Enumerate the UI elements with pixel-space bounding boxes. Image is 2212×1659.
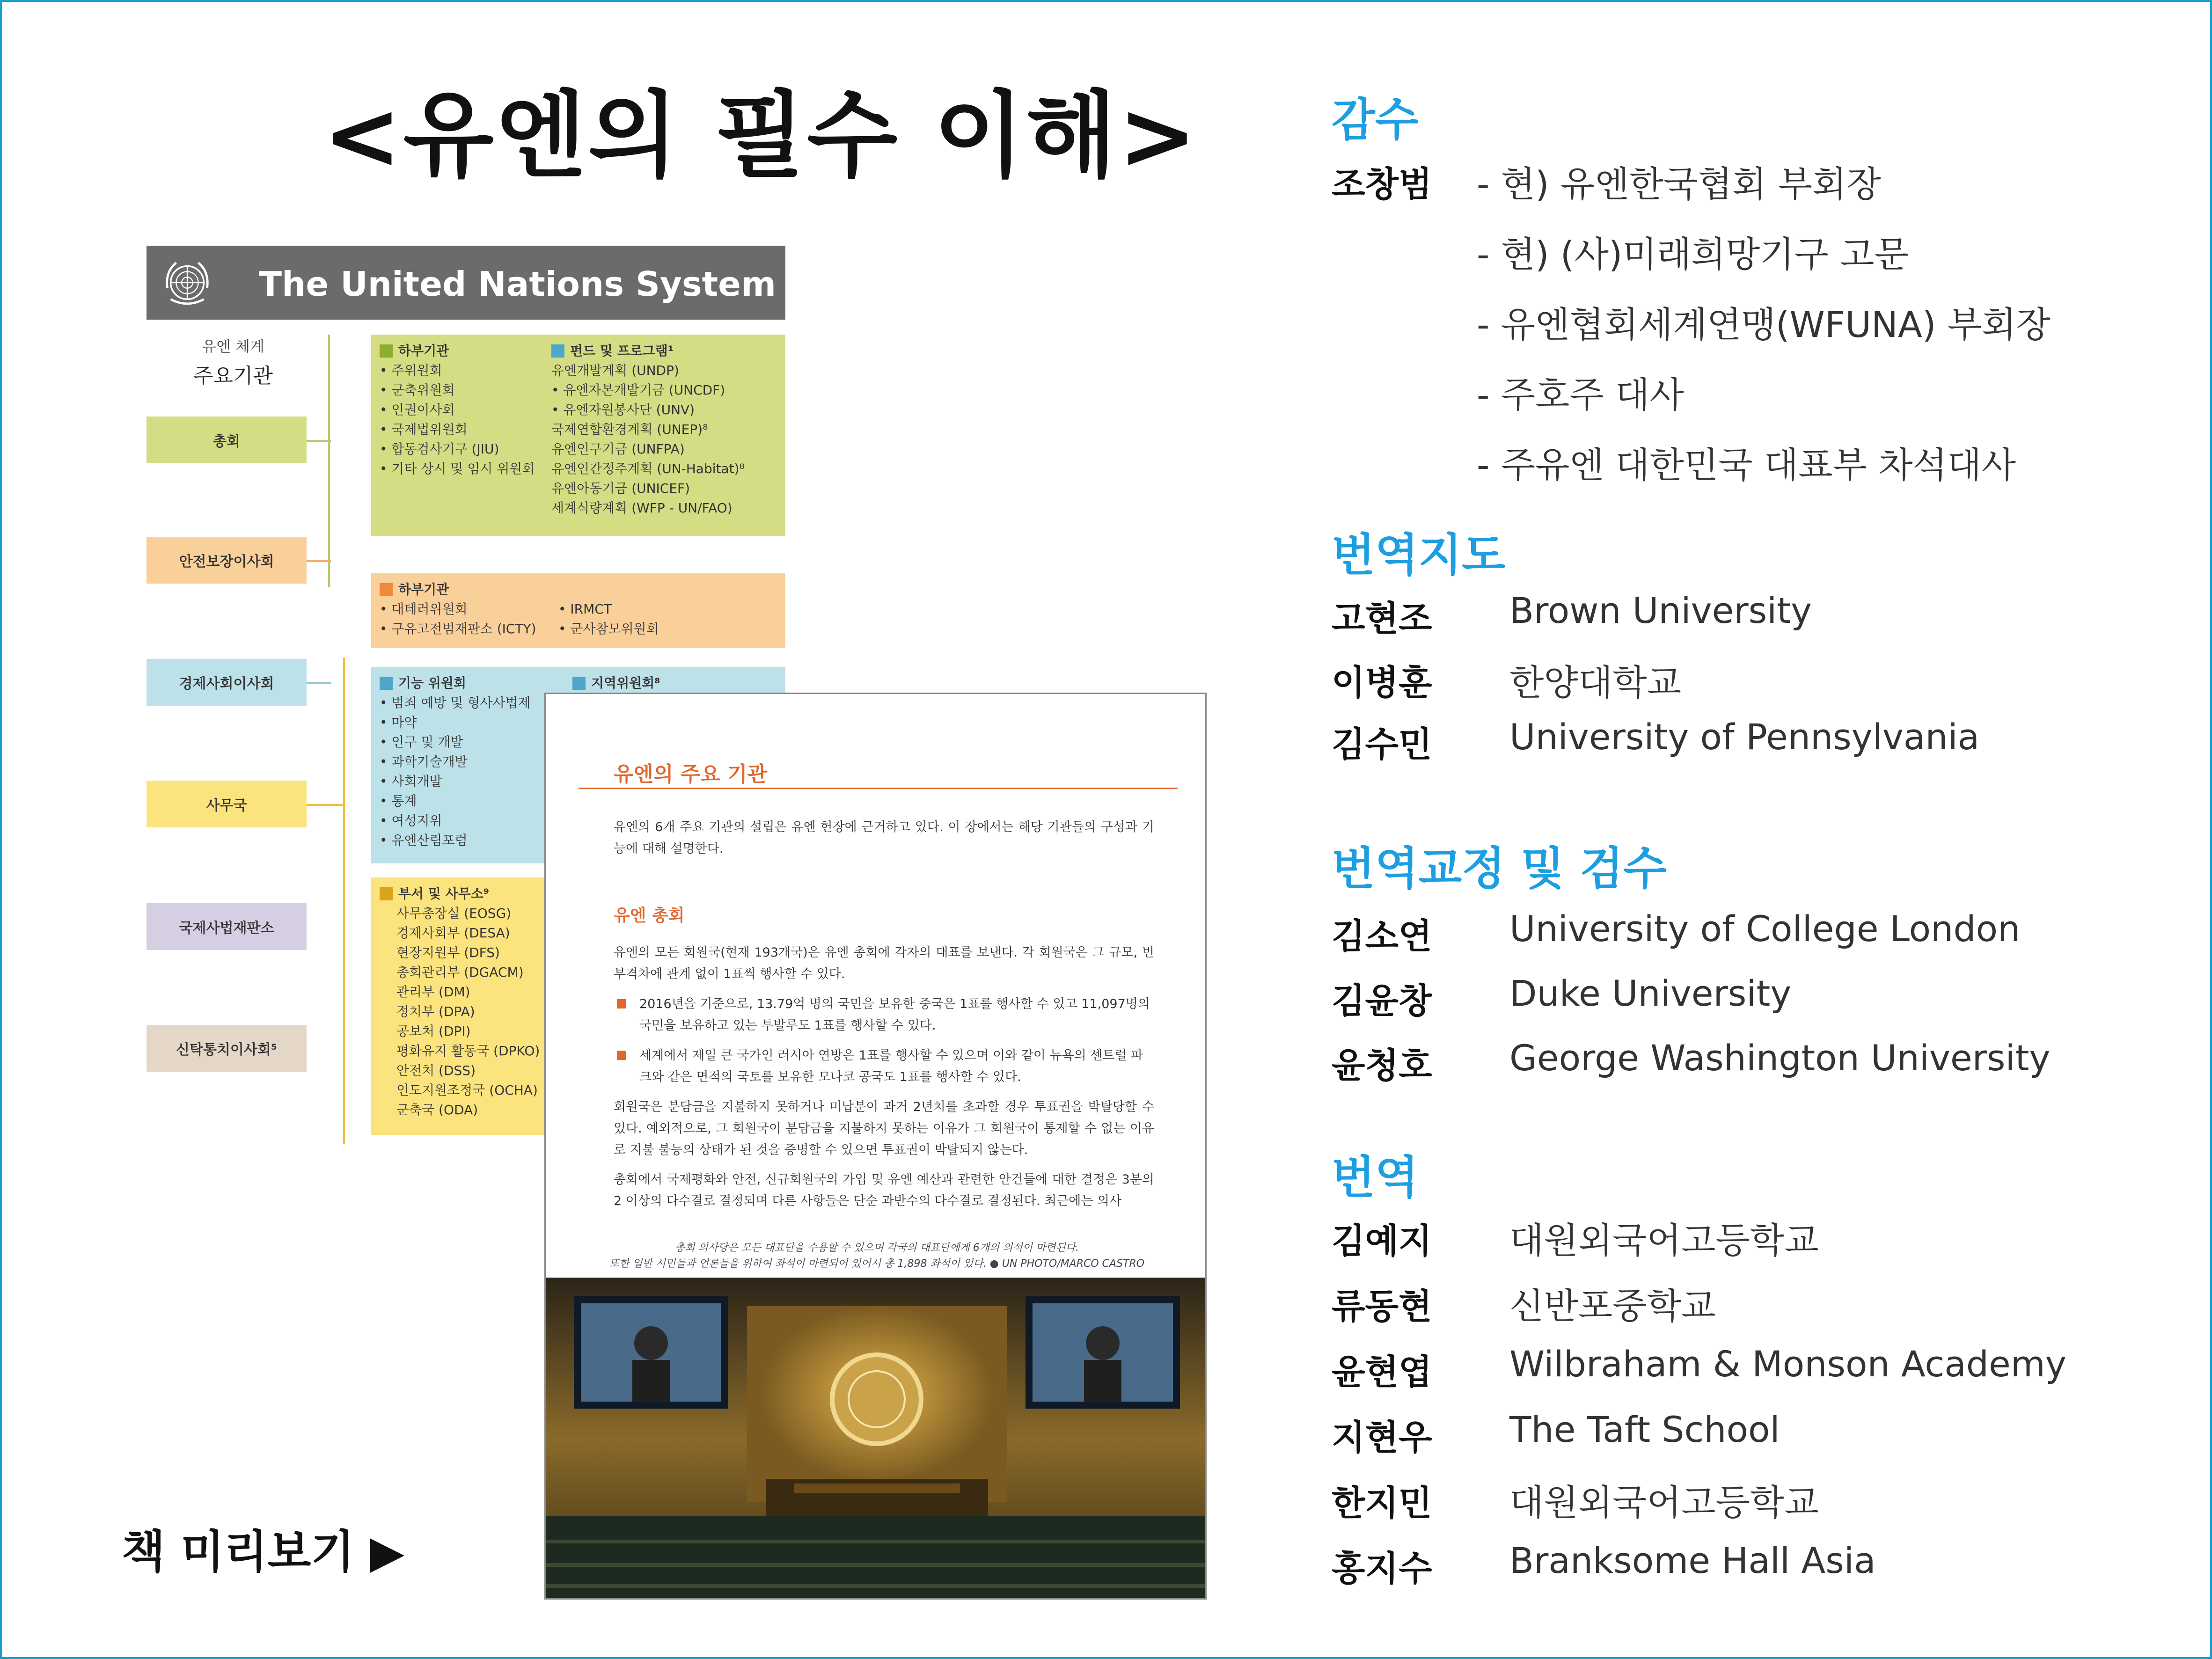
list-item: • 유엔자본개발기금 (UNCDF) xyxy=(551,382,725,398)
list-item: • 여성지위 xyxy=(380,813,442,828)
person-affiliation: 대원외국어고등학교 xyxy=(1509,1482,1819,1523)
supervisor-role: - 현) (사)미래희망기구 고문 xyxy=(1477,234,1909,275)
book-subheading: 유엔 총회 xyxy=(614,906,685,925)
sc-panel xyxy=(371,573,785,648)
organ-ecosoc: 경제사회이사회 xyxy=(146,659,307,706)
person-affiliation: University of College London xyxy=(1509,908,2021,950)
organs-main-label: 주요기관 xyxy=(193,364,273,388)
person-name: 류동현 xyxy=(1332,1286,1432,1327)
general-assembly-photo xyxy=(546,1278,1207,1600)
legend-square xyxy=(380,344,393,358)
caption-line: 총회 의사당은 모든 대표단을 수용할 수 있으며 각국의 대표단에게 6개의 의석이 마련된다. xyxy=(675,1242,1079,1254)
organ-secretariat: 사무국 xyxy=(146,781,307,827)
list-item: 정치부 (DPA) xyxy=(396,1004,475,1019)
list-item: 유엔개발계획 (UNDP) xyxy=(551,363,679,378)
list-item: • 인권이사회 xyxy=(380,402,455,417)
connector xyxy=(307,804,344,806)
list-item: 국제연합환경계획 (UNEP)⁸ xyxy=(551,422,708,437)
list-item: • 과학기술개발 xyxy=(380,754,468,769)
person-name: 이병훈 xyxy=(1332,663,1432,703)
ga-panel xyxy=(371,335,785,536)
supervisor-name: 조창범 xyxy=(1332,164,1432,205)
list-item: 현장지원부 (DFS) xyxy=(396,945,500,960)
list-item: • 군축위원회 xyxy=(380,382,455,398)
connector xyxy=(307,682,331,684)
list-item: 군축국 (ODA) xyxy=(396,1102,478,1118)
supervision-heading: 감수 xyxy=(1332,94,1419,146)
list-item: • 유엔산림포럼 xyxy=(380,833,468,848)
list-item: • 범죄 예방 및 형사사법제 xyxy=(380,695,531,710)
organ-icj: 국제사법재판소 xyxy=(146,903,307,950)
person-name: 김소연 xyxy=(1332,916,1432,957)
list-item: • 구유고전범재판소 (ICTY) xyxy=(380,621,536,636)
ga-subsidiary-heading: 하부기관 xyxy=(398,343,449,358)
sc-subsidiary-heading: 하부기관 xyxy=(398,582,449,597)
list-item: • 마약 xyxy=(380,715,417,730)
list-item: • 주위원회 xyxy=(380,363,442,378)
translation-guidance-heading: 번역지도 xyxy=(1332,529,1505,581)
organ-security-council: 안전보장이사회 xyxy=(146,537,307,584)
connector xyxy=(307,560,331,562)
photo-caption xyxy=(593,1240,1161,1272)
list-item: • 사회개발 xyxy=(380,774,442,789)
person-affiliation: Wilbraham & Monson Academy xyxy=(1509,1343,2066,1385)
organ-general-assembly: 총회 xyxy=(146,417,307,463)
book-bullet: 세계에서 제일 큰 국가인 러시아 연방은 1표를 행사할 수 있으며 이와 같이 뉴욕의 센트럴 파크와 같은 면적의 국토를 보유한 모나코 공국도 1표를 행사할 수 있다. xyxy=(639,1045,1154,1088)
list-item: 경제사회부 (DESA) xyxy=(396,925,510,941)
list-item: 유엔인간정주계획 (UN-Habitat)⁸ xyxy=(551,461,745,476)
person-affiliation: 한양대학교 xyxy=(1509,662,1682,703)
list-item: 관리부 (DM) xyxy=(396,984,470,1000)
person-affiliation: The Taft School xyxy=(1509,1409,1780,1450)
legend-square xyxy=(551,344,564,358)
list-item: • 유엔자원봉사단 (UNV) xyxy=(551,402,695,417)
list-item: 평화유지 활동국 (DPKO) xyxy=(396,1043,540,1059)
person-name: 윤현엽 xyxy=(1332,1352,1432,1392)
list-item: 유엔인구기금 (UNFPA) xyxy=(551,441,685,457)
page-title: <유엔의 필수 이해> xyxy=(323,81,1199,190)
un-emblem-icon xyxy=(160,255,215,310)
funds-list xyxy=(551,361,745,518)
chart-header-title: The United Nations System xyxy=(259,264,776,304)
list-item: 사무총장실 (EOSG) xyxy=(396,906,512,921)
supervisor-role: - 주호주 대사 xyxy=(1477,374,1684,416)
book-page-preview xyxy=(544,693,1207,1600)
funds-heading: 펀드 및 프로그램¹ xyxy=(570,343,674,358)
principal-organs-label xyxy=(163,335,303,389)
departments-heading: 부서 및 사무소⁹ xyxy=(398,886,490,901)
legend-square xyxy=(380,887,393,900)
person-name: 고현조 xyxy=(1332,599,1432,639)
translation-heading: 번역 xyxy=(1332,1151,1419,1204)
list-item: • 국제법위원회 xyxy=(380,422,468,437)
supervisor-role: - 주유엔 대한민국 대표부 차석대사 xyxy=(1477,444,2016,486)
book-bullet: 2016년을 기준으로, 13.79억 명의 국민을 보유한 중국은 1표를 행사할 수 있고 11,097명의 국민을 보유하고 있는 투발루도 1표를 행사할 수 있다. xyxy=(639,994,1154,1037)
person-affiliation: University of Pennsylvania xyxy=(1509,716,1980,758)
book-paragraph: 회원국은 분담금을 지불하지 못하거나 미납분이 과거 2년치를 초과할 경우 투표권을 박탈당할 수 있다. 예외적으로, 그 회원국이 분담금을 지불하지 못하는 이유가 그 회원국이 통제할 수 없는 이유로 지불 불능의 상태가 된 것을 증명할 수 있으면 투표권이 박탈되지 않는다. xyxy=(614,1100,1154,1157)
caption-line: 또한 일반 시민들과 언론들을 위하여 좌석이 마련되어 있어서 총 1,898 좌석이 있다. ● UN PHOTO/MARCO CASTRO xyxy=(609,1258,1145,1270)
departments-list xyxy=(380,904,540,1120)
book-paragraph: 총회에서 국제평화와 안전, 신규회원국의 가입 및 유엔 예산과 관련한 안건들에 대한 결정은 3분의 2 이상의 다수결로 결정되며 다른 사항들은 단순 과반수의 다수결로 결정된다. 최근에는 의사 xyxy=(614,1172,1154,1208)
ga-subsidiary-list xyxy=(380,361,535,479)
list-item: 세계식량계획 (WFP - UN/FAO) xyxy=(551,500,732,516)
person-name: 지현우 xyxy=(1332,1418,1432,1458)
list-item: • IRMCT xyxy=(558,601,612,617)
book-paragraph: 유엔의 모든 회원국(현재 193개국)은 유엔 총회에 각자의 대표를 보낸다. 각 회원국은 그 규모, 빈부격차에 관계 없이 1표씩 행사할 수 있다. xyxy=(614,945,1154,981)
list-item: 유엔아동기금 (UNICEF) xyxy=(551,481,690,496)
person-name: 윤청호 xyxy=(1332,1045,1432,1086)
supervisor-role: - 현) 유엔한국협회 부회장 xyxy=(1477,163,1881,205)
list-item: • 기타 상시 및 임시 위원회 xyxy=(380,461,535,476)
list-item: 총회관리부 (DGACM) xyxy=(396,965,524,980)
connector xyxy=(343,658,345,1144)
list-item: 안전처 (DSS) xyxy=(396,1063,476,1078)
person-affiliation: George Washington University xyxy=(1509,1037,2051,1079)
list-item: • 인구 및 개발 xyxy=(380,734,463,750)
list-item: 공보처 (DPI) xyxy=(396,1023,471,1039)
person-name: 한지민 xyxy=(1332,1483,1432,1523)
supervisor-role: - 유엔협회세계연맹(WFUNA) 부회장 xyxy=(1477,304,2051,345)
person-name: 홍지수 xyxy=(1332,1549,1432,1589)
person-name: 김예지 xyxy=(1332,1221,1432,1261)
connector xyxy=(328,335,330,587)
person-affiliation: 대원외국어고등학교 xyxy=(1509,1220,1819,1261)
book-preview-link[interactable]: 책 미리보기 ▶ xyxy=(122,1526,405,1578)
connector xyxy=(307,440,331,442)
regional-heading: 지역위원회⁸ xyxy=(591,675,660,691)
person-affiliation: Branksome Hall Asia xyxy=(1509,1540,1876,1581)
organ-trusteeship-council: 신탁통치이사회⁵ xyxy=(146,1025,307,1072)
sc-subsidiary-list-right xyxy=(558,599,659,639)
person-name: 김윤창 xyxy=(1332,981,1432,1021)
functional-heading: 기능 위원회 xyxy=(398,675,466,691)
functional-list xyxy=(380,693,531,850)
list-item: • 군사참모위원회 xyxy=(558,621,659,636)
list-item: • 통계 xyxy=(380,793,417,809)
person-affiliation: 신반포중학교 xyxy=(1509,1285,1716,1327)
book-intro: 유엔의 6개 주요 기관의 설립은 유엔 헌장에 근거하고 있다. 이 장에서는 해당 기관들의 구성과 기능에 대해 설명한다. xyxy=(614,820,1154,856)
person-affiliation: Brown University xyxy=(1509,590,1812,631)
legend-square xyxy=(380,677,393,690)
legend-square xyxy=(380,583,393,596)
chart-header xyxy=(146,246,785,320)
book-heading: 유엔의 주요 기관 xyxy=(614,762,768,786)
heading-rule xyxy=(579,788,1178,789)
person-affiliation: Duke University xyxy=(1509,972,1792,1014)
organs-sub-label: 유엔 체계 xyxy=(202,337,264,355)
proofreading-heading: 번역교정 및 검수 xyxy=(1332,842,1667,895)
list-item: • 합동검사기구 (JIU) xyxy=(380,441,499,457)
list-item: • 대테러위원회 xyxy=(380,601,468,617)
legend-square xyxy=(572,677,586,690)
person-name: 김수민 xyxy=(1332,724,1432,765)
sc-subsidiary-list-left xyxy=(380,599,536,639)
list-item: 인도지원조정국 (OCHA) xyxy=(396,1082,538,1098)
